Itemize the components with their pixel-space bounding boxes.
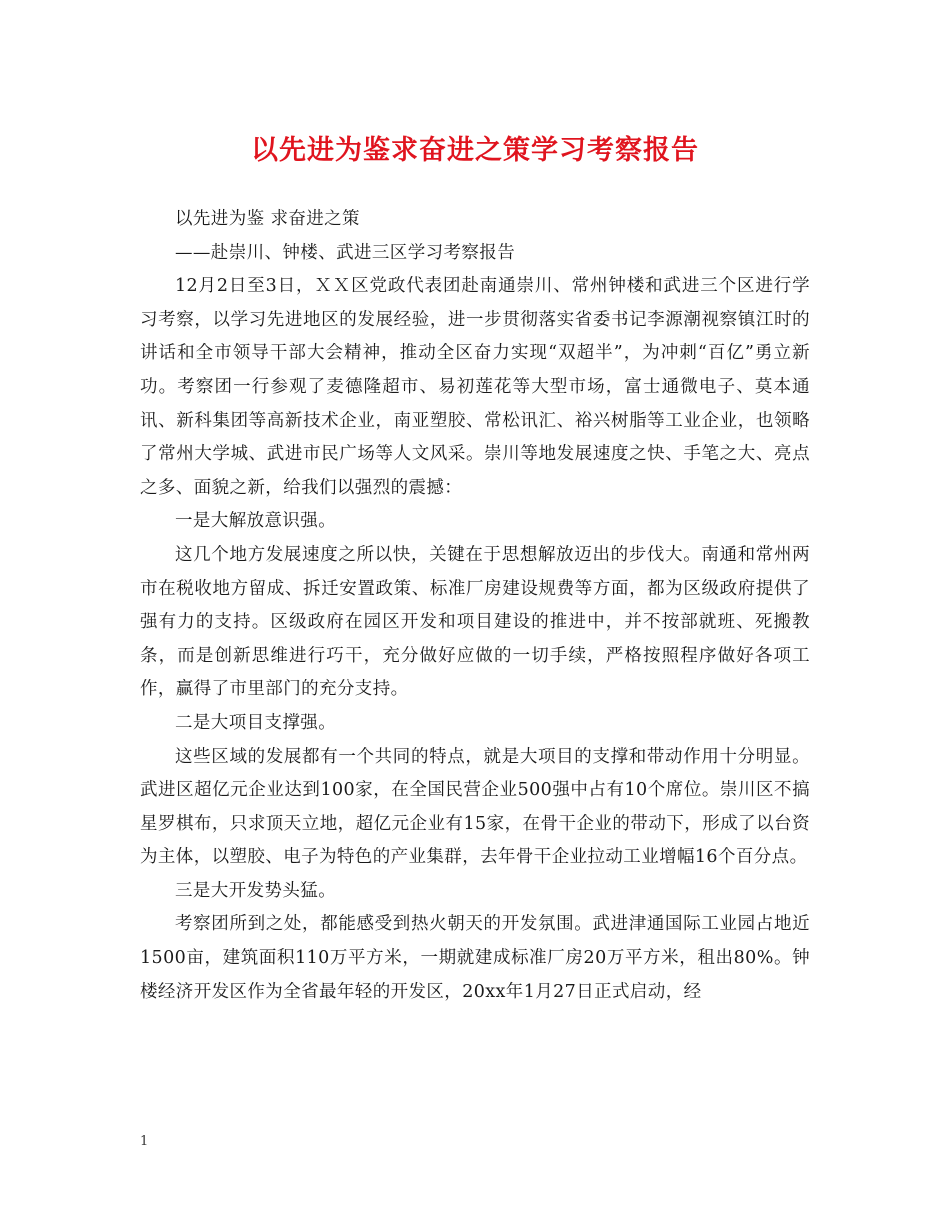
- paragraph-section-1: 这几个地方发展速度之所以快，关键在于思想解放迈出的步伐大。南通和常州两市在税收地方留成、拆迁安置政策、标准厂房建设规费等方面，都为区级政府提供了强有力的支持。区级政府在园区开发和项目建设的推进中，并不按部就班、死搬教条，而是创新思维进行巧干，充分做好应做的一切手续，严格按照程序做好各项工作，赢得了市里部门的充分支持。: [140, 544, 810, 700]
- section-heading-3: 三是大开发势头猛。: [175, 880, 337, 901]
- document-title: 以先进为鉴求奋进之策学习考察报告: [251, 135, 699, 166]
- document-body: [140, 203, 810, 1009]
- paragraph-section-2: 这些区域的发展都有一个共同的特点，就是大项目的支撑和带动作用十分明显。武进区超亿元企业达到100家，在全国民营企业500强中占有10个席位。崇川区不搞星罗棋布，只求顶天立地，超亿元企业有15家，在骨干企业的带动下，形成了以台资为主体，以塑胶、电子为特色的产业集群，去年骨干企业拉动工业增幅16个百分点。: [140, 746, 810, 868]
- paragraph-section-3: 考察团所到之处，都能感受到热火朝天的开发氛围。武进津通国际工业园占地近1500亩，建筑面积110万平方米，一期就建成标准厂房20万平方米，租出80%。钟楼经济开发区作为全省最年轻的开发区，20xx年1月27日正式启动，经: [140, 914, 810, 1002]
- paragraph-subheading: ——赴崇川、钟楼、武进三区学习考察报告: [175, 242, 516, 263]
- section-heading-1: 一是大解放意识强。: [175, 511, 337, 532]
- paragraph-intro: 12月2日至3日，ＸＸ区党政代表团赴南通崇川、常州钟楼和武进三个区进行学习考察，以学习先进地区的发展经验，进一步贯彻落实省委书记李源潮视察镇江时的讲话和全市领导干部大会精神，推动全区奋力实现“双超半”，为冲刺“百亿”勇立新功。考察团一行参观了麦德隆超市、易初莲花等大型市场，富士通微电子、莫本通讯、新科集团等高新技术企业，南亚塑胶、常松讯汇、裕兴树脂等工业企业，也领略了常州大学城、武进市民广场等人文风采。崇川等地发展速度之快、手笔之大、亮点之多、面貌之新，给我们以强烈的震撼：: [140, 276, 810, 498]
- section-heading-2: 二是大项目支撑强。: [175, 712, 337, 733]
- paragraph-subtitle: 以先进为鉴 求奋进之策: [175, 209, 360, 229]
- page-number: 1: [140, 1134, 149, 1149]
